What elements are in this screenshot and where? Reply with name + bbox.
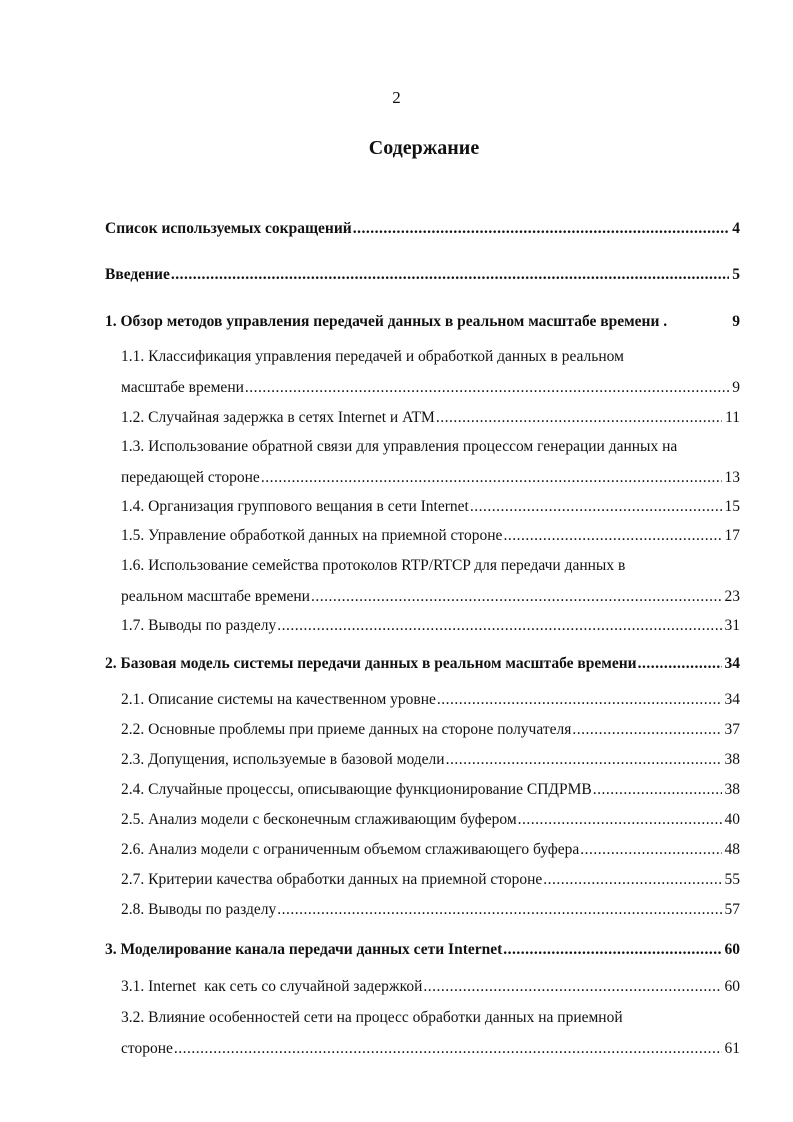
- leader-dots: [446, 750, 722, 770]
- toc-entry-title-line1: 1.1. Классификация управления передачей и обработкой данных в реальном: [121, 348, 624, 365]
- toc-entry-page: 9: [732, 313, 740, 330]
- toc-entry-title: 1.7. Выводы по разделу: [121, 617, 277, 634]
- toc-entry-2-3[interactable]: [121, 750, 740, 770]
- toc-entry-title: передающей стороне: [121, 469, 260, 486]
- toc-entry-title: 3. Моделирование канала передачи данных сети Internet: [105, 941, 503, 958]
- toc-entry-title: 2.1. Описание системы на качественном уровне: [121, 691, 436, 708]
- toc-entry-page: 23: [724, 588, 740, 605]
- toc-entry-title: Список используемых сокращений: [105, 220, 352, 237]
- toc-entry-title: 2. Базовая модель системы передачи данных в реальном масштабе времени: [105, 655, 637, 672]
- leader-dots: [311, 587, 722, 607]
- toc-entry-page: 13: [724, 469, 740, 486]
- leader-dots: [423, 977, 721, 997]
- toc-entry-title-line1: 1.6. Использование семейства протоколов RTP/RTCP для передачи данных в: [121, 557, 626, 574]
- toc-entry-title: 1.5. Управление обработкой данных на приемной стороне: [121, 527, 503, 544]
- toc-entry-title: 2.6. Анализ модели с ограниченным объемом сглаживающего буфера: [121, 841, 580, 858]
- toc-entry-page: 61: [724, 1040, 740, 1057]
- toc-entry-page: 9: [732, 379, 740, 396]
- toc-entry-title: 2.8. Выводы по разделу: [121, 901, 277, 918]
- toc-entry-1-1[interactable]: [121, 347, 740, 398]
- toc-entry-page: 31: [724, 617, 740, 634]
- toc-entry-2-4[interactable]: [121, 780, 740, 800]
- toc-entry-2-7[interactable]: [121, 870, 740, 890]
- leader-dots: [353, 219, 730, 239]
- toc-entry-1-4[interactable]: [121, 497, 740, 517]
- toc-entry-2-6[interactable]: [121, 840, 740, 860]
- leader-dots: [277, 900, 721, 920]
- toc-entry-page: 40: [724, 811, 740, 828]
- toc-entry-title: 2.7. Критерии качества обработки данных на приемной стороне: [121, 871, 543, 888]
- toc-entry-page: 55: [724, 871, 740, 888]
- toc-entry-1-5[interactable]: [121, 526, 740, 546]
- toc-entry-3-1[interactable]: [121, 977, 740, 997]
- toc-entry-page: 60: [724, 978, 740, 995]
- page-number: 2: [392, 88, 401, 107]
- toc-entry-2-8[interactable]: [121, 900, 740, 920]
- leader-dots: [174, 1039, 722, 1059]
- toc-entry-page: 15: [724, 498, 740, 515]
- toc-entry-introduction[interactable]: [105, 265, 740, 285]
- toc-entry-title: Введение: [105, 266, 170, 283]
- toc-entry-page: 48: [724, 841, 740, 858]
- toc-entry-title-line1: 3.2. Влияние особенностей сети на процесс обработки данных на приемной: [121, 1009, 623, 1026]
- leader-dots: [436, 408, 722, 428]
- toc-entry-2-5[interactable]: [121, 810, 740, 830]
- toc-entry-2-1[interactable]: [121, 690, 740, 710]
- leader-dots: [580, 840, 721, 860]
- leader-dots: [261, 468, 722, 488]
- toc-entry-1-3[interactable]: [121, 437, 740, 488]
- toc-entry-page: 34: [724, 691, 740, 708]
- toc-entry-1-7[interactable]: [121, 616, 740, 636]
- leader-dots: [470, 497, 722, 517]
- leader-dots: [437, 690, 722, 710]
- toc-entry-abbreviations[interactable]: [105, 219, 740, 239]
- toc-entry-1-6[interactable]: [121, 556, 740, 607]
- toc-entry-page: 5: [732, 266, 740, 283]
- toc-entry-title: 2.3. Допущения, используемые в базовой модели: [121, 751, 445, 768]
- toc-entry-page: 57: [724, 901, 740, 918]
- toc-entry-chapter-3[interactable]: [105, 940, 740, 960]
- toc-entry-1-2[interactable]: [121, 408, 740, 428]
- toc-entry-title: стороне: [121, 1040, 173, 1057]
- leader-dots: [277, 616, 721, 636]
- toc-entry-chapter-2[interactable]: [105, 654, 740, 674]
- toc-entry-title: реальном масштабе времени: [121, 588, 310, 605]
- leader-dots: [593, 780, 722, 800]
- toc-entry-page: 17: [724, 527, 740, 544]
- toc-entry-page: 11: [725, 409, 740, 426]
- toc-entry-title: 3.1. Internet как сеть со случайной задержкой: [121, 978, 423, 995]
- toc-entry-page: 37: [724, 721, 740, 738]
- toc-entry-title: 1. Обзор методов управления передачей данных в реальном масштабе времени .: [105, 313, 668, 330]
- toc-entry-page: 4: [732, 220, 740, 237]
- leader-dots: [503, 526, 721, 546]
- toc-entry-title: 1.4. Организация группового вещания в сети Internet: [121, 498, 469, 515]
- toc-entry-page: 34: [724, 655, 740, 672]
- leader-dots: [543, 870, 721, 890]
- toc-entry-3-2[interactable]: [121, 1008, 740, 1059]
- toc-entry-title: 2.4. Случайные процессы, описывающие функционирование СПДРМВ: [121, 781, 592, 798]
- leader-dots: [171, 265, 729, 285]
- toc-entry-2-2[interactable]: [121, 720, 740, 740]
- toc-entry-page: 60: [724, 941, 740, 958]
- page-title: Содержание: [368, 137, 480, 159]
- toc-entry-title: масштабе времени: [121, 379, 244, 396]
- leader-dots: [503, 940, 721, 960]
- leader-dots: [518, 810, 722, 830]
- toc-entry-chapter-1[interactable]: [105, 312, 740, 332]
- leader-dots: [638, 654, 722, 674]
- toc-entry-page: 38: [724, 781, 740, 798]
- leader-dots: [572, 720, 721, 740]
- toc-entry-page: 38: [724, 751, 740, 768]
- toc-entry-title: 1.2. Случайная задержка в сетях Internet и ATM: [121, 409, 435, 426]
- toc-entry-title: 2.2. Основные проблемы при приеме данных на стороне получателя: [121, 721, 572, 738]
- leader-dots: [245, 378, 729, 398]
- toc-entry-title: 2.5. Анализ модели с бесконечным сглаживающим буфером: [121, 811, 517, 828]
- toc-entry-title-line1: 1.3. Использование обратной связи для управления процессом генерации данных на: [121, 438, 678, 455]
